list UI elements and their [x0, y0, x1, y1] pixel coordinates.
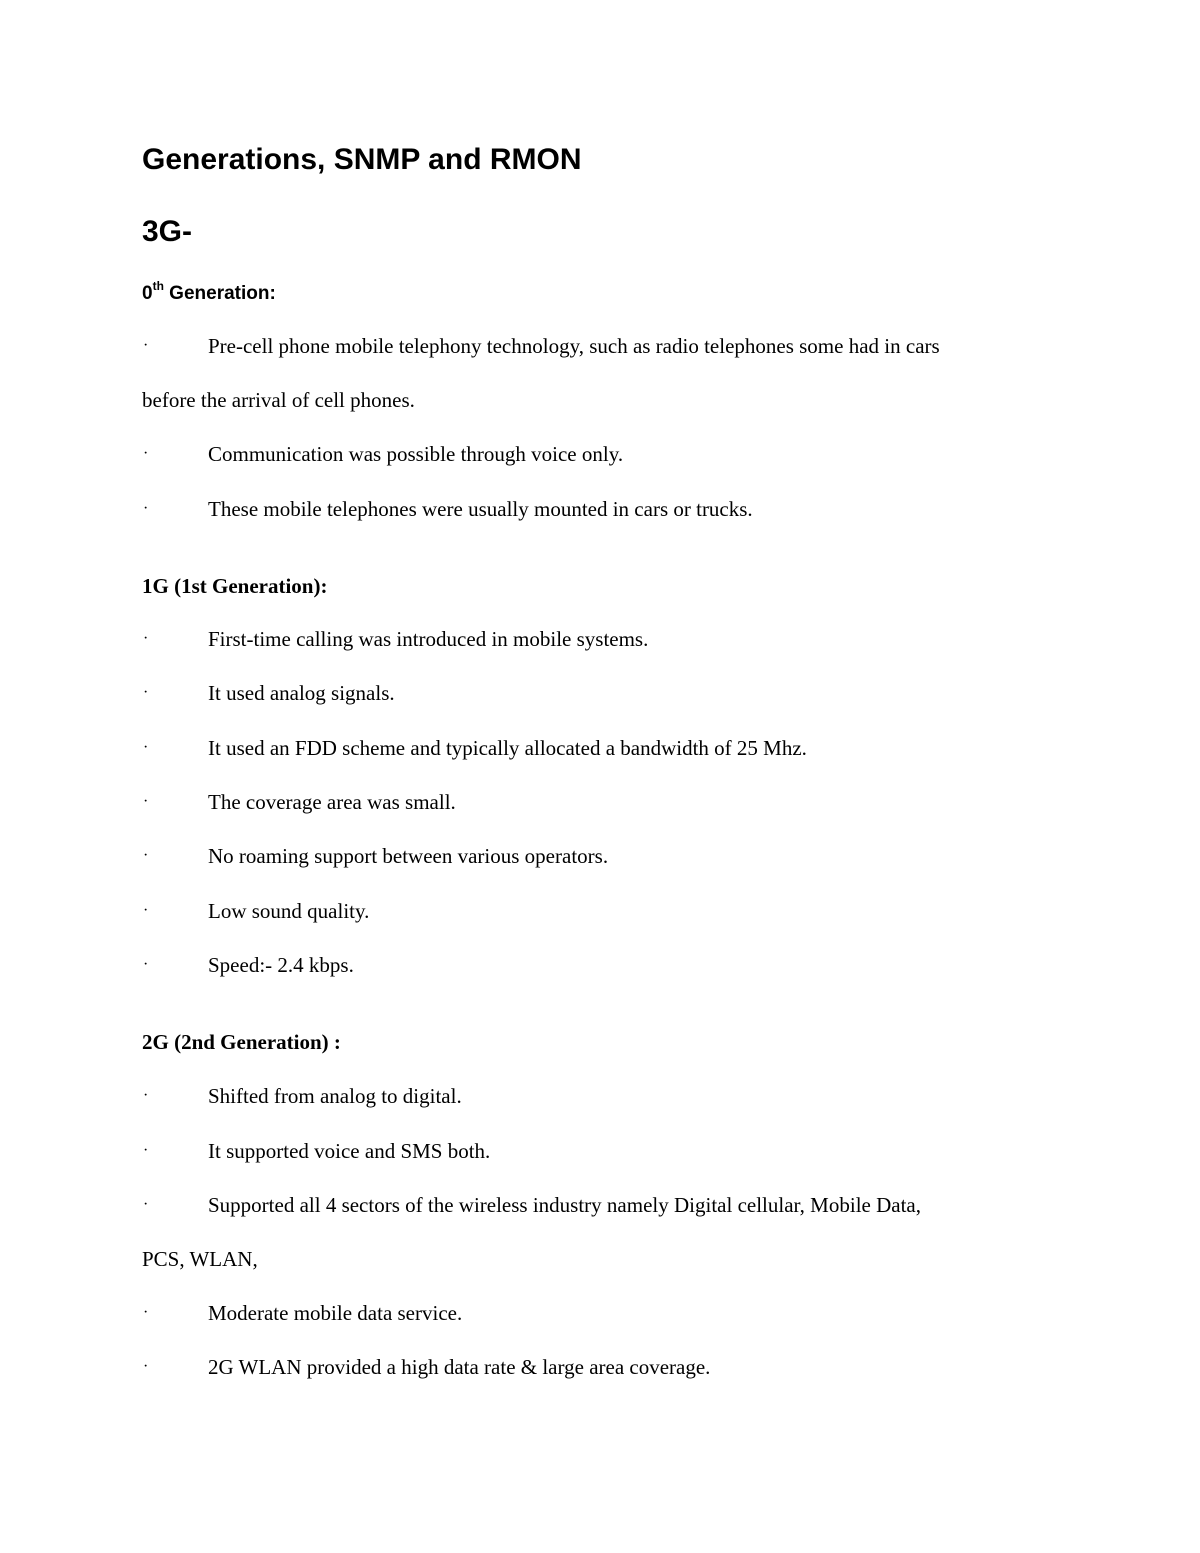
gen0-heading-base: 0: [142, 283, 153, 304]
gen1-item-1: First-time calling was introduced in mobile systems.: [208, 627, 649, 651]
gen1-heading: 1G (1st Generation):: [142, 574, 328, 598]
gen2-heading: 2G (2nd Generation) :: [142, 1030, 341, 1054]
gen0-item-3: These mobile telephones were usually mounted in cars or trucks.: [208, 497, 753, 521]
bullet-icon: ·: [143, 902, 149, 919]
bullet-icon: ·: [143, 684, 149, 701]
gen1-item-3: It used an FDD scheme and typically allocated a bandwidth of 25 Mhz.: [208, 736, 807, 760]
bullet-icon: ·: [143, 1196, 149, 1213]
gen1-item-4: The coverage area was small.: [208, 790, 456, 814]
gen0-item-2: Communication was possible through voice only.: [208, 442, 624, 466]
bullet-icon: ·: [143, 739, 149, 756]
bullet-icon: ·: [143, 847, 149, 864]
bullet-icon: ·: [143, 1304, 149, 1321]
gen0-heading-sup: th: [152, 278, 164, 293]
bullet-icon: ·: [143, 1358, 149, 1375]
gen1-item-6: Low sound quality.: [208, 899, 370, 923]
gen1-item-5: No roaming support between various operators.: [208, 844, 609, 868]
gen0-heading: [142, 278, 276, 306]
document-title: Generations, SNMP and RMON: [142, 143, 582, 176]
bullet-icon: ·: [143, 500, 149, 517]
bullet-icon: ·: [143, 337, 149, 354]
gen0-item-1: Pre-cell phone mobile telephony technology, such as radio telephones some had in cars: [208, 334, 940, 358]
gen2-item-5: 2G WLAN provided a high data rate & large area coverage.: [208, 1355, 711, 1379]
gen0-heading-rest: Generation:: [163, 283, 276, 304]
gen2-item-4: Moderate mobile data service.: [208, 1301, 463, 1325]
gen0-item-1-continuation: before the arrival of cell phones.: [142, 388, 415, 412]
gen2-item-2: It supported voice and SMS both.: [208, 1139, 491, 1163]
bullet-icon: ·: [143, 1087, 149, 1104]
bullet-icon: ·: [143, 1142, 149, 1159]
gen1-item-7: Speed:- 2.4 kbps.: [208, 953, 354, 977]
bullet-icon: ·: [143, 793, 149, 810]
bullet-icon: ·: [143, 630, 149, 647]
gen2-item-1: Shifted from analog to digital.: [208, 1084, 462, 1108]
gen2-item-3-continuation: PCS, WLAN,: [142, 1247, 258, 1271]
gen2-item-3: Supported all 4 sectors of the wireless industry namely Digital cellular, Mobile Data,: [208, 1193, 921, 1217]
bullet-icon: ·: [143, 956, 149, 973]
section-heading-3g: 3G-: [142, 215, 193, 248]
gen1-item-2: It used analog signals.: [208, 681, 395, 705]
bullet-icon: ·: [143, 445, 149, 462]
